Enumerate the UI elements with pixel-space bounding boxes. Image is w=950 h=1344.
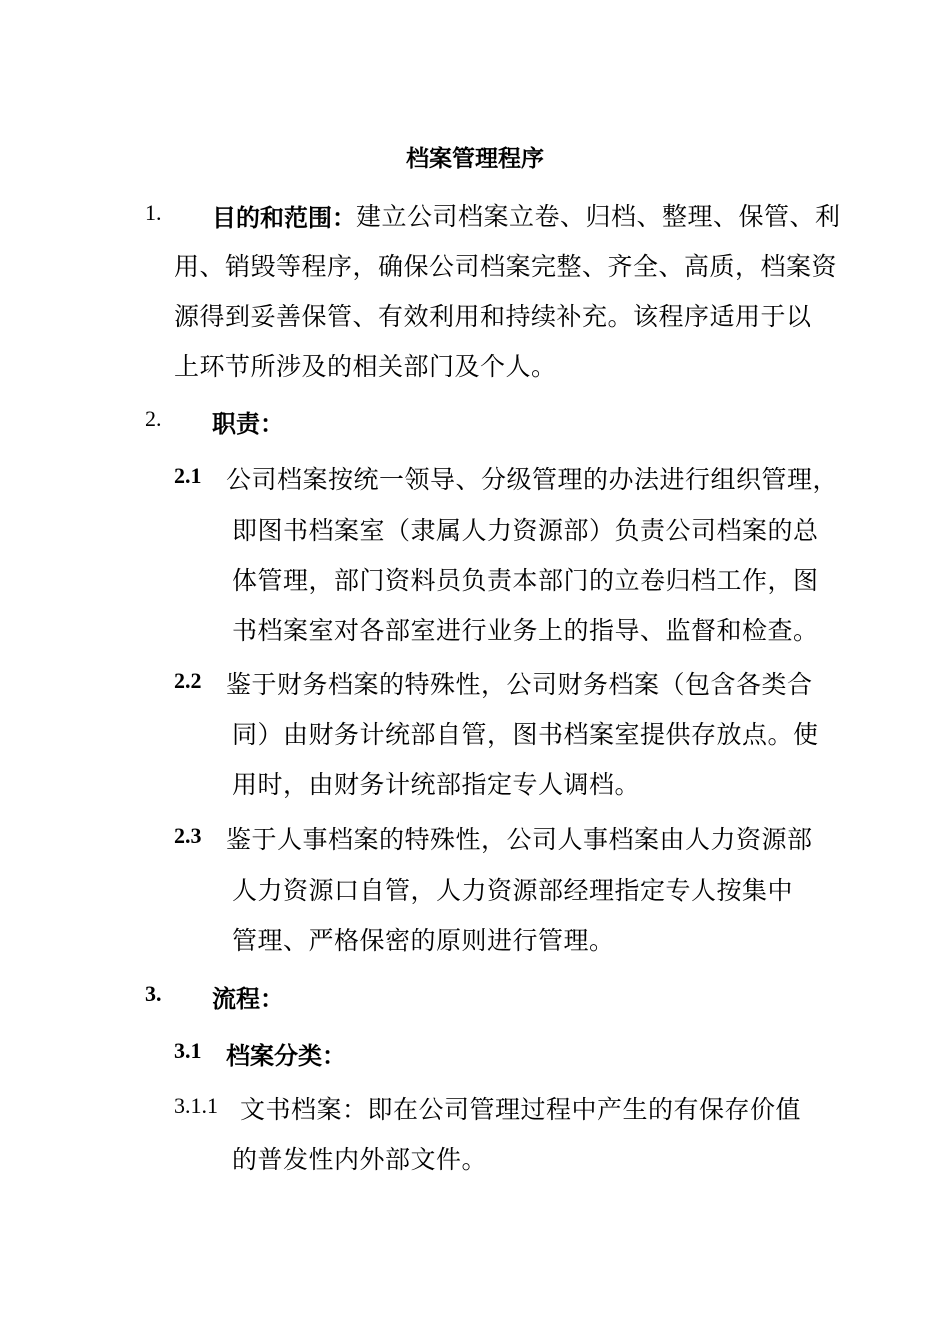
item-2-3-line: 人力资源口自管，人力资源部经理指定专人按集中 xyxy=(232,876,794,905)
item-2-1-line: 即图书档案室（隶属人力资源部）负责公司档案的总 xyxy=(232,516,819,545)
section-3-number: 3. xyxy=(145,981,162,1006)
item-2-2-number: 2.2 xyxy=(174,668,202,693)
document-title: 档案管理程序 xyxy=(406,146,544,172)
item-2-3-line: 鉴于人事档案的特殊性，公司人事档案由人力资源部 xyxy=(226,825,813,854)
section-1-line: 用、销毁等程序，确保公司档案完整、齐全、高质，档案资 xyxy=(174,252,838,281)
section-3-heading: 流程： xyxy=(212,985,284,1013)
item-2-2-line: 鉴于财务档案的特殊性，公司财务档案（包含各类合 xyxy=(226,670,813,699)
item-2-1-number: 2.1 xyxy=(174,463,202,488)
item-2-3-number: 2.3 xyxy=(174,823,202,848)
section-2-heading: 职责： xyxy=(212,410,284,438)
item-2-1-line: 公司档案按统一领导、分级管理的办法进行组织管理， xyxy=(226,465,839,494)
item-3-1-1-line: 的普发性内外部文件。 xyxy=(232,1145,488,1174)
section-1-line: 上环节所涉及的相关部门及个人。 xyxy=(174,352,557,381)
section-1-number: 1. xyxy=(145,200,162,225)
item-2-1-line: 体管理，部门资料员负责本部门的立卷归档工作，图 xyxy=(232,566,819,595)
item-2-1-line: 书档案室对各部室进行业务上的指导、监督和检查。 xyxy=(232,616,819,645)
item-2-2-line: 用时，由财务计统部指定专人调档。 xyxy=(232,770,641,799)
section-1-line: 源得到妥善保管、有效利用和持续补充。该程序适用于以 xyxy=(174,302,812,331)
section-1-heading: 目的和范围： xyxy=(212,204,356,232)
section-1-line: 建立公司档案立卷、归档、整理、保管、利 xyxy=(356,202,841,231)
item-2-2-line: 同）由财务计统部自管，图书档案室提供存放点。使 xyxy=(232,720,819,749)
item-2-3-line: 管理、严格保密的原则进行管理。 xyxy=(232,926,615,955)
subsection-3-1-heading: 档案分类： xyxy=(226,1042,346,1070)
section-2-number: 2. xyxy=(145,406,162,431)
subsection-3-1-number: 3.1 xyxy=(174,1038,202,1063)
item-3-1-1-number: 3.1.1 xyxy=(174,1093,218,1118)
item-3-1-1-line: 文书档案：即在公司管理过程中产生的有保存价值 xyxy=(240,1095,802,1124)
